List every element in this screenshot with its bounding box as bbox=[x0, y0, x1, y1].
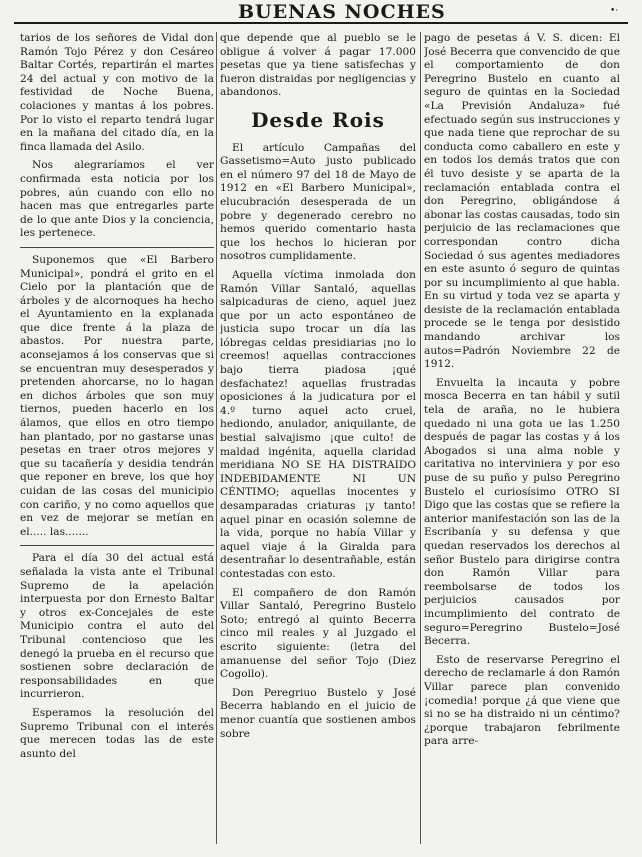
newspaper-title: BUENAS NOCHES bbox=[238, 1, 446, 23]
text-column-1 bbox=[20, 32, 214, 850]
paragraph: El artículo Campañas del Gassetismo=Auto justo publicado en el número 97 del 18 de Mayo de 1912 en «El Barbero Municipal», elucubración desesperada de un pobre y degenerado cerebro no hemos querido comentario hasta que los hechos lo hicieran por nosotros cumplidamente. bbox=[220, 141, 416, 263]
paragraph: Nos alegraríamos el ver confirmada esta noticia por los pobres, aún cuando con ello no hacen mas que entregarles parte de lo que ante Dios y la conciencia, les pertenece. bbox=[20, 159, 214, 248]
paragraph: tarios de los señores de Vidal don Ramón Tojo Pérez y don Cesáreo Baltar Cortés, repartirán el martes 24 del actual y con motivo de la festividad de Noche Buena, colaciones y mantas á los pobres. Por lo visto el reparto tendrá lugar en la mañana del citado día, en la finca llamada del Asilo. bbox=[20, 32, 214, 153]
paragraph: Aquella víctima inmolada don Ramón Villar Santaló, aquellas salpicaduras de cieno, aquel juez que por un acto espontáneo de justicia supo trocar un día las lóbregas celdas presidiarias ¡no lo creemos! aquellas contracciones bajo tierra piadosa ¡qué desfachatez! aquellas frustradas oposiciones á la judicatura por el 4.º turno aquel acto cruel, hediondo, anulador, aniquilante, de bestial salvajismo ¡que culto! de maldad ingénita, aquella claridad meridiana NO SE HA DISTRAIDO INDEBIDAMENTE NI UN CÉNTIMO; aquellas inocentes y desamparadas criaturas ¡y tanto! aquel pinar en ocasión solemne de la vida, porque no había Villar y aquel viaje á la Giralda para desentrañar lo desentrañable, están contestadas con esto. bbox=[220, 268, 416, 580]
paragraph: pago de pesetas á V. S. dicen: El José Becerra que convencido de que el comportamiento de don Peregrino Bustelo en cuanto al seguro de quintas en la Sociedad «La Previsión Andaluza» fué efectuado según sus instrucciones y que nada tiene que reprochar de su conducta como caballero en este y en todos los demás tratos que con él tuvo desiste y se aparta de la reclamación entablada contra el don Peregrino, obligándose á abonar las costas causadas, todo sin perjuicio de las reclamaciones que correspondan contro dicha Sociedad ó sus agentes mediadores en este asunto ó seguro de quintas por su incumplimiento al que habla. En su virtud y toda vez se aparta y desiste de la reclamación entablada procede se le tenga por desistido mandando archivar los autos=Padrón Noviembre 22 de 1912. bbox=[424, 32, 620, 371]
paragraph: El compañero de don Ramón Villar Santaló, Peregrino Bustelo Soto; entregó al quinto Becerra cinco mil reales y al Juzgado el escrito siguiente: (letra del amanuense del señor Tojo (Diez Cogollo). bbox=[220, 586, 416, 681]
column-divider bbox=[216, 32, 217, 844]
paragraph: Envuelta la incauta y pobre mosca Becerra en tan hábil y sutil tela de araña, no le hubiera quedado ni una gota ue las 1.250 después de pagar las costas y á los Abogados si una alma noble y caritativa no interviniera y por eso puse de su puño y pulso Peregrino Bustelo el curiosísimo OTRO SI Digo que las costas que se refiere la anterior manifestación son las de la Escribanía y su defensa y que quedan reservados los derechos al señor Bustelo para dirigirse contra don Ramón Villar para reembolsarse de todos los perjuicios causados por incumplimiento del contrato de seguro=Peregrino Bustelo=José Becerra. bbox=[424, 376, 620, 648]
page-header bbox=[0, 0, 642, 26]
paragraph: Esperamos la resolución del Supremo Tribunal con el interés que merecen todas las de este asunto del bbox=[20, 706, 214, 760]
paragraph: Don Peregriuo Bustelo y José Becerra hablando en el juicio de menor cuantía que sostienen ambos sobre bbox=[220, 686, 416, 740]
header-rule bbox=[14, 22, 628, 24]
column-divider bbox=[420, 32, 421, 844]
section-heading: Desde Rois bbox=[251, 107, 385, 132]
paragraph: que depende que al pueblo se le obligue á volver á pagar 17.000 pesetas que ya tiene satisfechas y fueron distraidas por negligencias y abandonos. bbox=[220, 32, 416, 99]
paragraph: Suponemos que «El Barbero Municipal», pondrá el grito en el Cielo por la plantación que de árboles y de alcornoques ha hecho el Ayuntamiento en la explanada que dice frente á la plaza de abastos. Por nuestra parte, aconsejamos á los conservas que si se encuentran muy desesperados y pretenden ahorcarse, no lo hagan en dichos árboles que son muy tiernos, pueden hacerlo en los álamos, que ellos en otro tiempo han plantado, por no gastarse unas pesetas en traer otros mejores y que su tacañería y desidia tendrán que reponer en breve, los que hoy cuidan de las cosas del municipio con cariño, y no como aquellos que en vez de mejorar se metían en el..... las....... bbox=[20, 254, 214, 546]
header-ornament: •· bbox=[610, 6, 619, 16]
text-column-3 bbox=[424, 32, 620, 850]
paragraph: Para el día 30 del actual está señalada la vista ante el Tribunal Supremo de la apelación interpuesta por don Ernesto Baltar y otros ex-Concejales de este Municipio contra el auto del Tribunal contencioso que les denegó la prueba en el recurso que sostienen sobre declaración de responsabilidades en que incurrieron. bbox=[20, 552, 214, 701]
paragraph: Esto de reservarse Peregrino el derecho de reclamarle á don Ramón Villar parece plan convenido ¡comedia! porque ¿á que viene que si no se ha distraido ni un céntimo? ¿porque trabajaron febrilmente para arre- bbox=[424, 653, 620, 748]
text-column-2 bbox=[220, 32, 416, 850]
